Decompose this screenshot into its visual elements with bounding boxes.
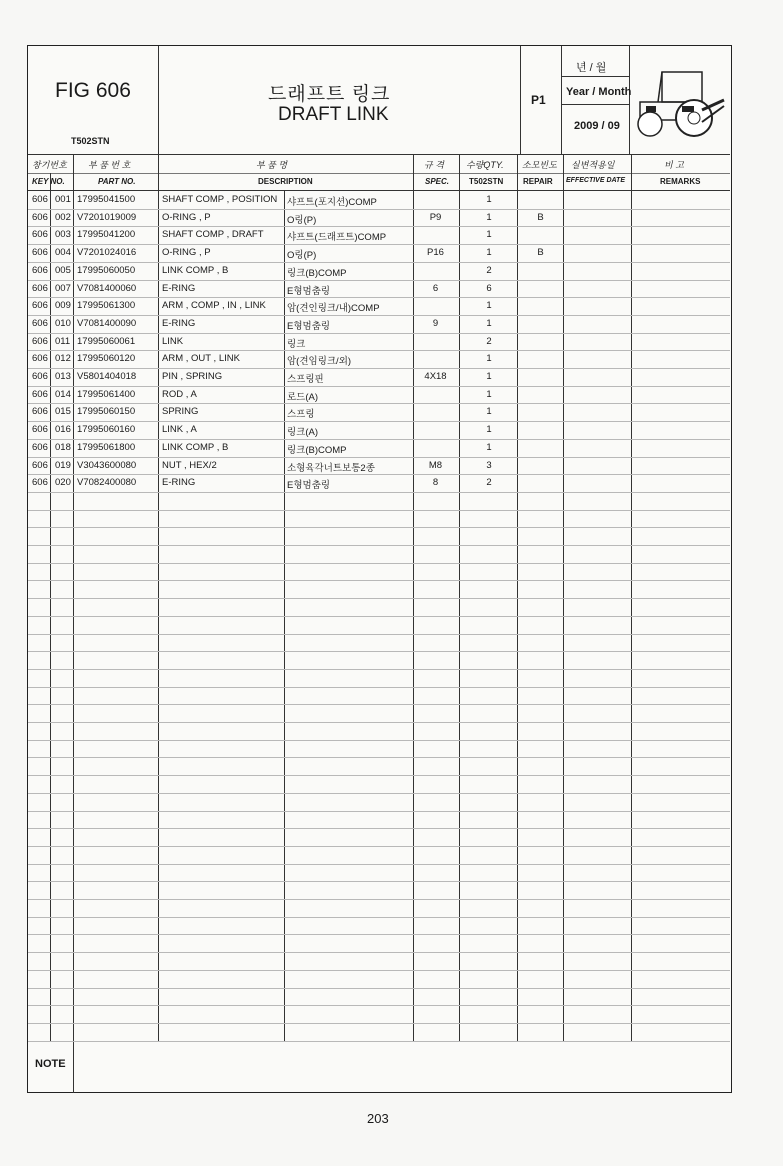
row-line [28, 881, 730, 882]
part-number: 17995060050 [77, 264, 136, 276]
part-number: 17995060120 [77, 353, 136, 365]
year-month-value: 2009 / 09 [574, 120, 620, 132]
quantity: 1 [486, 300, 492, 312]
table-row [28, 226, 730, 244]
key-group: 606 [32, 300, 48, 312]
row-line [28, 492, 730, 493]
table-row [28, 350, 730, 368]
quantity: 1 [486, 353, 492, 365]
description-ko: 링크 [287, 338, 306, 350]
row-line [28, 793, 730, 794]
col-remarks-header: REMARKS [660, 177, 701, 186]
row-line [28, 988, 730, 989]
key-group: 606 [32, 264, 48, 276]
description-ko: 샤프트(드래프트)COMP [287, 232, 387, 244]
page-box-border [561, 46, 562, 154]
key-number: 009 [55, 300, 71, 312]
key-group: 606 [32, 371, 48, 382]
spec: P16 [427, 247, 444, 259]
table-row [28, 209, 730, 227]
description-ko: O링(P) [287, 214, 317, 226]
table-row [28, 297, 730, 315]
col-eff-header: EFFECTIVE DATE [566, 177, 625, 184]
description-en: LINK COMP , B [162, 264, 229, 276]
part-number: V7201019009 [77, 211, 137, 223]
row-line [28, 917, 730, 918]
table-row [28, 439, 730, 457]
col-qty-header: T502STN [469, 177, 504, 186]
key-number: 011 [55, 335, 71, 347]
description-en: LINK [162, 335, 184, 347]
description-ko: 스프링핀 [287, 374, 324, 385]
description-en: LINK , A [162, 424, 197, 436]
description-ko: 샤프트(포지션)COMP [287, 197, 377, 208]
year-month-label: Year / Month [566, 86, 632, 98]
page-code: P1 [531, 93, 546, 107]
quantity: 1 [486, 371, 492, 382]
part-number: 17995061800 [77, 441, 136, 453]
title-english: DRAFT LINK [278, 104, 389, 125]
col-desc-korean: 부 품 명 [256, 160, 288, 170]
description-en: SPRING [162, 406, 199, 418]
parts-sheet [27, 45, 732, 1093]
key-number: 018 [55, 441, 71, 453]
description-ko: E형멈춤링 [287, 285, 331, 297]
table-row [28, 244, 730, 262]
quantity: 1 [486, 424, 492, 436]
description-en: O-RING , P [162, 247, 211, 259]
quantity: 2 [486, 264, 492, 276]
year-month-korean: 년 / 월 [576, 62, 607, 74]
table-row [28, 457, 730, 475]
key-group: 606 [32, 247, 48, 259]
table-row [28, 386, 730, 404]
row-line [28, 722, 730, 723]
row-line [28, 616, 730, 617]
key-group: 606 [32, 459, 48, 471]
row-line [28, 757, 730, 758]
row-line [28, 1023, 730, 1024]
key-number: 003 [55, 229, 71, 241]
key-number: 012 [55, 353, 71, 365]
key-group: 606 [32, 194, 48, 205]
key-group: 606 [32, 211, 48, 223]
description-ko: 링크(A) [287, 427, 319, 439]
key-group: 606 [32, 441, 48, 453]
description-ko: 링크(B)COMP [287, 267, 347, 279]
key-number: 014 [55, 388, 71, 400]
key-number: 013 [55, 371, 71, 382]
description-ko: O링(P) [287, 250, 317, 262]
spec: P9 [429, 211, 442, 223]
key-number: 016 [55, 424, 71, 436]
table-row [28, 403, 730, 421]
description-ko: 소형육각너트보통2종 [287, 462, 375, 474]
row-line [28, 934, 730, 935]
note-label: NOTE [35, 1058, 66, 1070]
date-box-line-1 [561, 76, 629, 77]
spec: 6 [432, 282, 439, 294]
row-line [28, 598, 730, 599]
key-group: 606 [32, 317, 48, 329]
description-ko: E형멈춤링 [287, 320, 331, 332]
date-box-border [629, 46, 630, 154]
key-number: 019 [55, 459, 71, 471]
repair-code: B [537, 247, 544, 259]
header-subdivider [28, 173, 730, 174]
row-line [28, 704, 730, 705]
description-en: ARM , COMP , IN , LINK [162, 300, 266, 312]
fig-number: FIG 606 [55, 79, 131, 102]
part-number: V7081400090 [77, 317, 137, 329]
key-group: 606 [32, 353, 48, 365]
description-ko: 로드(A) [287, 391, 319, 403]
col-desc-header: DESCRIPTION [258, 177, 313, 186]
quantity: 1 [486, 194, 492, 205]
key-number: 004 [55, 247, 71, 259]
description-ko: 암(견인링크/내)COMP [287, 303, 380, 315]
description-en: NUT , HEX/2 [162, 459, 217, 471]
key-number: 007 [55, 282, 71, 294]
quantity: 1 [486, 388, 492, 400]
table-row [28, 315, 730, 333]
key-number: 020 [55, 477, 71, 489]
row-line [28, 580, 730, 581]
col-qty-korean: 수량QTY. [466, 160, 504, 170]
row-line [28, 527, 730, 528]
part-number: V7201024016 [77, 247, 137, 259]
key-number: 010 [55, 317, 71, 329]
row-line [28, 563, 730, 564]
fig-box-border [158, 46, 159, 154]
table-row [28, 421, 730, 439]
part-number: V5801404018 [77, 371, 137, 382]
quantity: 3 [486, 459, 492, 471]
row-line [28, 970, 730, 971]
row-line [28, 1041, 730, 1042]
description-en: PIN , SPRING [162, 371, 223, 382]
repair-code: B [537, 211, 544, 223]
table-row [28, 262, 730, 280]
key-group: 606 [32, 406, 48, 418]
title-box-border [520, 46, 521, 154]
model-label: T502STN [71, 136, 110, 146]
row-line [28, 740, 730, 741]
description-en: SHAFT COMP , POSITION [162, 194, 278, 205]
table-row [28, 368, 730, 386]
part-number: 17995060061 [77, 335, 136, 347]
part-number: 17995041500 [77, 194, 136, 205]
row-line [28, 634, 730, 635]
title-korean: 드래프트 링크 [268, 84, 391, 105]
description-en: ARM , OUT , LINK [162, 353, 240, 365]
quantity: 1 [486, 247, 492, 259]
col-key-korean: 창기번호 [32, 160, 67, 170]
quantity: 6 [486, 282, 492, 294]
col-eff-korean: 실변적용일 [571, 160, 615, 170]
quantity: 1 [486, 406, 492, 418]
key-group: 606 [32, 424, 48, 436]
spec: 4X18 [424, 371, 447, 382]
description-en: LINK COMP , B [162, 441, 229, 453]
table-row [28, 191, 730, 209]
col-remarks-korean: 비 고 [664, 160, 684, 170]
row-line [28, 811, 730, 812]
key-group: 606 [32, 388, 48, 400]
col-key-header: KEY NO. [32, 177, 65, 186]
description-ko: 스프링 [287, 409, 315, 421]
row-line [28, 510, 730, 511]
part-number: V7081400060 [77, 282, 137, 294]
col-spec-korean: 규 격 [424, 160, 444, 170]
date-box-line-2 [561, 104, 629, 105]
part-number: 17995060150 [77, 406, 136, 418]
part-number: 17995061300 [77, 300, 136, 312]
table-row [28, 474, 730, 492]
key-number: 001 [55, 194, 71, 205]
quantity: 2 [486, 335, 492, 347]
description-ko: 암(견임링크/외) [287, 356, 352, 368]
row-line [28, 952, 730, 953]
part-number: 17995041200 [77, 229, 136, 241]
row-line [28, 899, 730, 900]
description-ko: 링크(B)COMP [287, 444, 347, 456]
description-en: ROD , A [162, 388, 197, 400]
part-number: V3043600080 [77, 459, 137, 471]
col-part-header: PART NO. [98, 177, 136, 186]
part-number: 17995060160 [77, 424, 136, 436]
quantity: 2 [486, 477, 492, 489]
key-number: 015 [55, 406, 71, 418]
key-group: 606 [32, 477, 48, 489]
spec: M8 [428, 459, 443, 471]
quantity: 1 [486, 229, 492, 241]
key-group: 606 [32, 229, 48, 241]
row-line [28, 775, 730, 776]
col-repair-header: REPAIR [523, 177, 553, 186]
note-label-border [73, 1041, 74, 1093]
table-row [28, 333, 730, 351]
description-ko: E형멈춤링 [287, 480, 331, 492]
row-line [28, 864, 730, 865]
col-part-korean: 부 품 번 호 [88, 160, 131, 170]
col-spec-header: SPEC. [425, 177, 450, 186]
description-en: E-RING [162, 477, 196, 489]
key-group: 606 [32, 282, 48, 294]
quantity: 1 [486, 441, 492, 453]
row-line [28, 1005, 730, 1006]
spec: 8 [432, 477, 439, 489]
row-line [28, 651, 730, 652]
row-line [28, 545, 730, 546]
part-number: V7082400080 [77, 477, 137, 489]
key-number: 005 [55, 264, 71, 276]
description-en: O-RING , P [162, 211, 211, 223]
key-number: 002 [55, 211, 71, 223]
header-divider [28, 154, 730, 155]
description-en: SHAFT COMP , DRAFT [162, 229, 264, 241]
description-en: E-RING [162, 282, 196, 294]
col-repair-korean: 소모빈도 [522, 160, 557, 170]
part-number: 17995061400 [77, 388, 136, 400]
page-number: 203 [367, 1111, 389, 1126]
spec: 9 [432, 317, 439, 329]
row-line [28, 846, 730, 847]
row-line [28, 828, 730, 829]
row-line [28, 687, 730, 688]
quantity: 1 [486, 211, 492, 223]
quantity: 1 [486, 317, 492, 329]
row-line [28, 669, 730, 670]
description-en: E-RING [162, 317, 196, 329]
key-group: 606 [32, 335, 48, 347]
tractor-illustration-icon [632, 66, 728, 146]
table-row [28, 280, 730, 298]
